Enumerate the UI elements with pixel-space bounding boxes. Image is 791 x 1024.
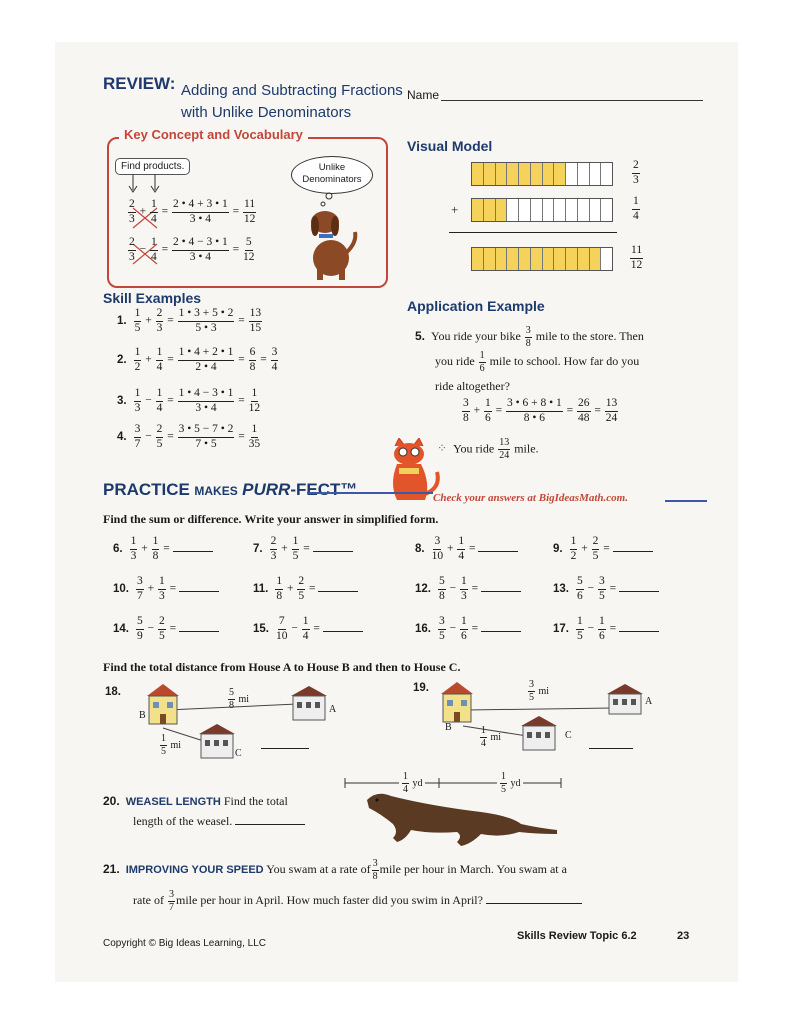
bar-segment	[531, 248, 543, 270]
bar-segment	[496, 248, 508, 270]
distance-bc-18: $\frac{1}{5}$ mi	[161, 733, 182, 757]
distance-bc-19: $\frac{1}{4}$ mi	[481, 725, 502, 749]
bar-segment	[578, 248, 590, 270]
practice-problem-11: 11. $\frac{1}{8}$ + $\frac{2}{5}$ =	[253, 576, 358, 602]
bar-segment	[590, 199, 602, 221]
skill-example-3: 3. $\frac{1}{3}$ − $\frac{1}{4}$ = $\frac{1 • 4 - 3 • 1}{3 • 4}$ = $\frac{1}{12}$	[117, 387, 261, 414]
bar-segment	[566, 199, 578, 221]
visual-model-bar-3	[471, 247, 613, 271]
page-number: 23	[677, 930, 690, 942]
bar-segment	[601, 163, 612, 185]
bar-segment	[507, 163, 519, 185]
skill-example-4: 4. $\frac{3}{7}$ − $\frac{2}{5}$ = $\frac{3 • 5 - 7 • 2}{7 • 5}$ = $\frac{1}{35}$	[117, 423, 261, 450]
banner-rule-right	[665, 500, 707, 502]
find-products-label: Find products.	[115, 158, 190, 175]
arrows-icon	[125, 174, 165, 196]
bar-segment	[484, 163, 496, 185]
house-c-label-18: C	[235, 748, 242, 759]
house-b-label-18: B	[139, 710, 146, 721]
bar-segment	[554, 248, 566, 270]
visual-model-plus: +	[451, 202, 459, 217]
bar-segment	[496, 163, 508, 185]
bar-segment	[543, 199, 555, 221]
answer-blank[interactable]	[619, 631, 659, 632]
bar-segment	[578, 199, 590, 221]
problem-20: 20. WEASEL LENGTH Find the total length of the weasel.	[103, 792, 305, 831]
practice-problem-12: 12. $\frac{5}{8}$ − $\frac{1}{3}$ =	[415, 576, 521, 602]
problem-19-num: 19.	[413, 682, 429, 694]
houses-instructions: Find the total distance from House A to House B and then to House C.	[103, 660, 461, 674]
visual-model-label-2: $\frac{1}{4}$	[633, 195, 639, 222]
answer-blank[interactable]	[313, 551, 353, 552]
answer-blank[interactable]	[619, 591, 659, 592]
dog-mascot-icon	[295, 192, 365, 282]
problem-21: 21. IMPROVING YOUR SPEED You swam at a rate of $\frac{3}{8}$ mile per hour in March. You swam at a rate of $\frac{3}{7}$ mile per hour in April. How much faster did you swim in April?	[103, 854, 703, 915]
paw-icon: ⁘	[437, 441, 448, 456]
bar-segment	[519, 248, 531, 270]
visual-model-title: Visual Model	[407, 138, 493, 154]
weasel-measure-1: $\frac{1}{4}$ yd	[399, 772, 425, 795]
bar-segment	[601, 199, 612, 221]
review-label: REVIEW:	[103, 74, 176, 93]
bar-segment	[519, 199, 531, 221]
topic-label: Skills Review Topic 6.2	[517, 930, 637, 942]
answer-blank[interactable]	[179, 591, 219, 592]
bar-segment	[472, 163, 484, 185]
practice-problem-16: 16. $\frac{3}{5}$ − $\frac{1}{6}$ =	[415, 616, 521, 642]
bar-segment	[554, 199, 566, 221]
visual-model-rule	[449, 232, 617, 233]
bar-segment	[590, 248, 602, 270]
bar-segment	[566, 248, 578, 270]
name-label: Name	[407, 88, 440, 102]
bar-segment	[590, 163, 602, 185]
key-example-2: $\frac{2}{3}$ − $\frac{1}{4}$ = $\frac{2 • 4 - 3 • 1}{3 • 4}$ = $\frac{5}{12}$	[129, 236, 255, 263]
answer-blank[interactable]	[481, 631, 521, 632]
weasel-measure-2: $\frac{1}{5}$ yd	[497, 772, 523, 795]
bar-segment	[496, 199, 508, 221]
application-problem: 5. You ride your bike $\frac{3}{8}$ mile to the store. Then you ride $\frac{1}{6}$ mile to school. How far do you ride altogether?	[415, 324, 644, 393]
bar-segment	[543, 248, 555, 270]
answer-blank[interactable]	[179, 631, 219, 632]
house-diagram-19	[433, 674, 683, 756]
bar-segment	[472, 199, 484, 221]
page-title-line2: with Unlike Denominators	[181, 104, 352, 121]
bar-segment	[578, 163, 590, 185]
practice-problem-17: 17. $\frac{1}{5}$ − $\frac{1}{6}$ =	[553, 616, 659, 642]
bar-segment	[519, 163, 531, 185]
bar-segment	[554, 163, 566, 185]
visual-model-label-1: $\frac{2}{3}$	[633, 159, 639, 186]
skill-example-2: 2. $\frac{1}{2}$ + $\frac{1}{4}$ = $\frac{1 • 4 + 2 • 1}{2 • 4}$ = $\frac{6}{8}$ = $\frac{3}{4}$	[117, 346, 278, 373]
answer-blank-19[interactable]	[589, 748, 633, 749]
bar-segment	[543, 163, 555, 185]
key-example-1: $\frac{2}{3}$ + $\frac{1}{4}$ = $\frac{2 • 4 + 3 • 1}{3 • 4}$ = $\frac{11}{12}$	[129, 198, 256, 225]
skill-examples-title: Skill Examples	[103, 290, 202, 306]
practice-problem-13: 13. $\frac{5}{6}$ − $\frac{3}{5}$ =	[553, 576, 659, 602]
house-a-label-18: A	[329, 704, 337, 715]
bar-segment	[601, 248, 612, 270]
bar-segment	[472, 248, 484, 270]
house-c-label-19: C	[565, 730, 572, 741]
answer-blank-18[interactable]	[261, 748, 309, 749]
key-concept-title: Key Concept and Vocabulary	[119, 127, 308, 142]
bar-segment	[566, 163, 578, 185]
practice-problem-14: 14. $\frac{5}{9}$ − $\frac{2}{5}$ =	[113, 616, 219, 642]
practice-problem-15: 15. $\frac{7}{10}$ − $\frac{1}{4}$ =	[253, 616, 363, 642]
visual-model-label-3: $\frac{11}{12}$	[630, 244, 643, 271]
speech-bubble: Unlike Denominators	[291, 156, 373, 194]
bar-segment	[484, 199, 496, 221]
practice-problem-10: 10. $\frac{3}{7}$ + $\frac{1}{3}$ =	[113, 576, 219, 602]
page-title-line1: Adding and Subtracting Fractions	[181, 82, 403, 99]
bar-segment	[531, 199, 543, 221]
answer-blank[interactable]	[478, 551, 518, 552]
answer-blank-21[interactable]	[486, 903, 582, 904]
house-b-label-19: B	[445, 722, 452, 733]
distance-ab-19: $\frac{3}{5}$ mi	[529, 679, 550, 703]
problem-18-num: 18.	[105, 686, 121, 698]
name-field[interactable]	[441, 100, 703, 101]
bar-segment	[531, 163, 543, 185]
visual-model-bar-1	[471, 162, 613, 186]
practice-problem-7: 7. $\frac{2}{3}$ + $\frac{1}{5}$ =	[253, 536, 353, 562]
bar-segment	[507, 199, 519, 221]
house-a-label-19: A	[645, 696, 653, 707]
practice-problem-6: 6. $\frac{1}{3}$ + $\frac{1}{8}$ =	[113, 536, 213, 562]
distance-ab-18: $\frac{5}{8}$ mi	[229, 687, 250, 711]
answer-blank-20[interactable]	[235, 824, 305, 825]
visual-model-bar-2	[471, 198, 613, 222]
answer-blank[interactable]	[613, 551, 653, 552]
practice-banner: PRACTICE MAKES PURR-FECT™	[103, 480, 358, 499]
bar-segment	[507, 248, 519, 270]
practice-instructions: Find the sum or difference. Write your answer in simplified form.	[103, 512, 439, 526]
weasel-icon	[361, 788, 561, 848]
copyright: Copyright © Big Ideas Learning, LLC	[103, 938, 267, 949]
answer-blank[interactable]	[318, 591, 358, 592]
check-answers-link[interactable]: Check your answers at BigIdeasMath.com.	[433, 492, 628, 504]
practice-problem-9: 9. $\frac{1}{2}$ + $\frac{2}{5}$ =	[553, 536, 653, 562]
answer-blank[interactable]	[173, 551, 213, 552]
practice-problem-8: 8. $\frac{3}{10}$ + $\frac{1}{4}$ =	[415, 536, 518, 562]
application-equation: $\frac{3}{8}$ + $\frac{1}{6}$ = $\frac{3 • 6 + 8 • 1}{8 • 6}$ = $\frac{26}{48}$ = $\frac{13}{24}$	[463, 397, 618, 424]
worksheet-page	[55, 42, 738, 982]
application-example-title: Application Example	[407, 298, 545, 314]
banner-rule-left	[307, 492, 433, 494]
skill-example-1: 1. $\frac{1}{5}$ + $\frac{2}{3}$ = $\frac{1 • 3 + 5 • 2}{5 • 3}$ = $\frac{13}{15}$	[117, 307, 262, 334]
bar-segment	[484, 248, 496, 270]
application-answer: ⁘ You ride $\frac{13}{24}$ mile.	[437, 437, 539, 461]
answer-blank[interactable]	[481, 591, 521, 592]
answer-blank[interactable]	[323, 631, 363, 632]
